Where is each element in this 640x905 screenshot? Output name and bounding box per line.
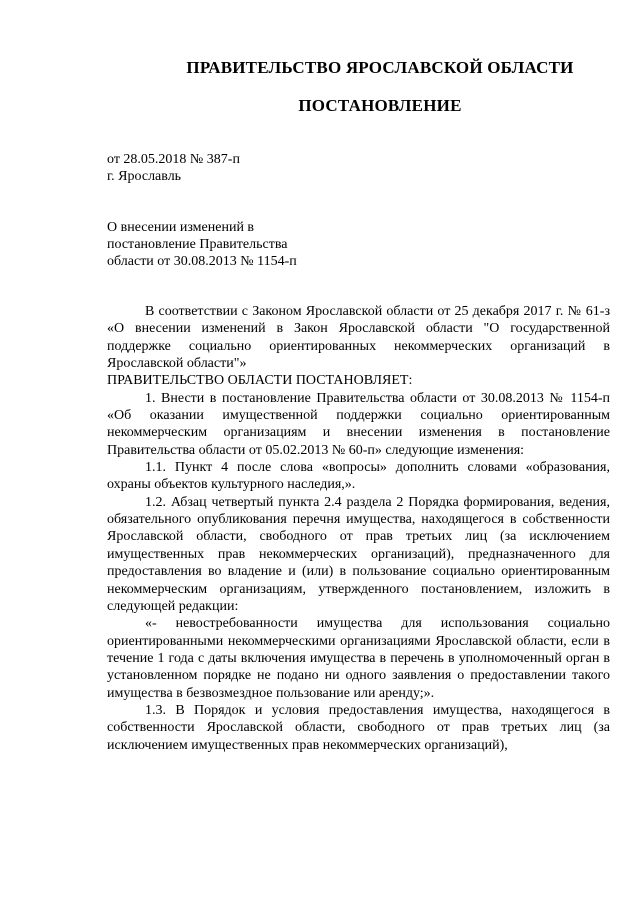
subject-line: постановление Правительства (107, 237, 288, 252)
document-subject (107, 219, 297, 270)
item-paragraph: 1. Внести в постановление Правительства области от 30.08.2013 № 1154-п «Об оказании имущественной поддержки социально ориентированным некоммерческим организациям и внесении изменения в постановление Правительства области от 05.02.2013 № 60-п» следующие изменения: (107, 390, 610, 458)
item-paragraph: 1.1. Пункт 4 после слова «вопросы» дополнить словами «образования, охраны объектов культурного наследия,». (107, 460, 610, 493)
item-paragraph: 1.2. Абзац четвертый пункта 2.4 раздела 2 Порядка формирования, ведения, обязательного опубликования перечня имущества, находящегося в собственности Ярославской области, свободного от прав третьих лиц (за исключением имущественных прав некоммерческих организаций), предназначенного для предоставления во владение и (или) в пользование социально ориентированным некоммерческим организациям, утвержденного постановлением, изложить в следующей редакции: (107, 494, 610, 614)
document-meta (107, 151, 240, 185)
government-title: ПРАВИТЕЛЬСТВО ЯРОСЛАВСКОЙ ОБЛАСТИ (186, 58, 574, 77)
document-body (107, 303, 610, 754)
subject-line: области от 30.08.2013 № 1154-п (107, 254, 297, 269)
item-paragraph: 1.3. В Порядок и условия предоставления имущества, находящегося в собственности Ярославской области, свободного от прав третьих лиц (за исключением имущественных прав некоммерческих организаций), (107, 702, 610, 753)
quoted-paragraph: «- невостребованности имущества для использования социально ориентированными некоммерческими организациями Ярославской области, если в течение 1 года с даты включения имущества в перечень в уполномоченный орган в установленном порядке не подано ни одного заявления о предоставлении такого имущества в безвозмездное пользование или аренду;». (107, 616, 610, 701)
subject-line: О внесении изменений в (107, 220, 255, 235)
preamble-paragraph: В соответствии с Законом Ярославской области от 25 декабря 2017 г. № 61-з «О внесении изменений в Закон Ярославской области "О государственной поддержке социально ориентированных некоммерческих организаций в Ярославской области"» (107, 304, 610, 372)
document-city: г. Ярославль (107, 169, 182, 184)
document-date-number: от 28.05.2018 № 387-п (107, 152, 240, 167)
resolution-statement: ПРАВИТЕЛЬСТВО ОБЛАСТИ ПОСТАНОВЛЯЕТ: (107, 373, 413, 389)
document-type: ПОСТАНОВЛЕНИЕ (298, 96, 462, 115)
